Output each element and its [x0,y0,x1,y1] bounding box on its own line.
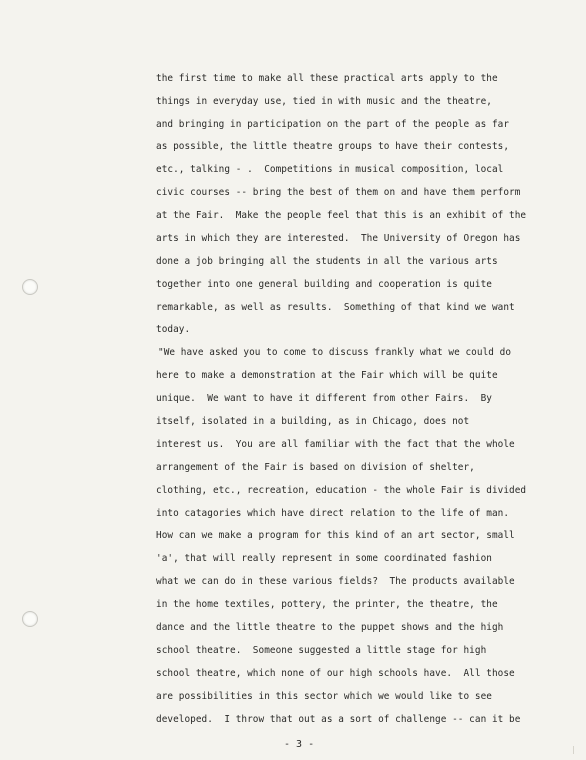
text-line: the first time to make all these practical arts apply to the [156,73,498,84]
text-line: itself, isolated in a building, as in Chicago, does not [156,416,470,427]
text-line: today. [156,324,191,335]
text-line: as possible, the little theatre groups to have their contests, [156,141,510,152]
text-line: How can we make a program for this kind of an art sector, small [156,530,515,541]
text-line: arrangement of the Fair is based on division of shelter, [156,462,475,473]
text-line: are possibilities in this sector which we would like to see [156,691,492,702]
text-line: arts in which they are interested. The University of Oregon has [156,233,521,244]
text-line: developed. I throw that out as a sort of challenge -- can it be [156,714,521,725]
text-line: what we can do in these various fields? The products available [156,576,515,587]
text-line: unique. We want to have it different from other Fairs. By [156,393,492,404]
text-line: civic courses -- bring the best of them on and have them perform [156,187,521,198]
text-line: school theatre, which none of our high schools have. All those [156,668,515,679]
text-line: school theatre. Someone suggested a little stage for high [156,645,487,656]
text-line: done a job bringing all the students in all the various arts [156,256,498,267]
text-line: and bringing in participation on the part of the people as far [156,119,510,130]
page-number: - 3 - [284,739,315,750]
text-line: etc., talking - . Competitions in musical composition, local [156,164,504,175]
corner-mark [573,746,580,754]
text-line: things in everyday use, tied in with music and the theatre, [156,96,492,107]
text-line: clothing, etc., recreation, education - the whole Fair is divided [156,485,527,496]
text-line: remarkable, as well as results. Something of that kind we want [156,302,515,313]
text-line: interest us. You are all familiar with the fact that the whole [156,439,515,450]
text-line: dance and the little theatre to the puppet shows and the high [156,622,504,633]
text-line: into catagories which have direct relation to the life of man. [156,508,510,519]
text-line: 'a', that will really represent in some coordinated fashion [156,553,492,564]
text-line: in the home textiles, pottery, the printer, the theatre, the [156,599,498,610]
text-line: at the Fair. Make the people feel that this is an exhibit of the [156,210,527,221]
text-line: here to make a demonstration at the Fair which will be quite [156,370,498,381]
text-line: together into one general building and cooperation is quite [156,279,492,290]
text-line: "We have asked you to come to discuss frankly what we could do [158,347,512,358]
